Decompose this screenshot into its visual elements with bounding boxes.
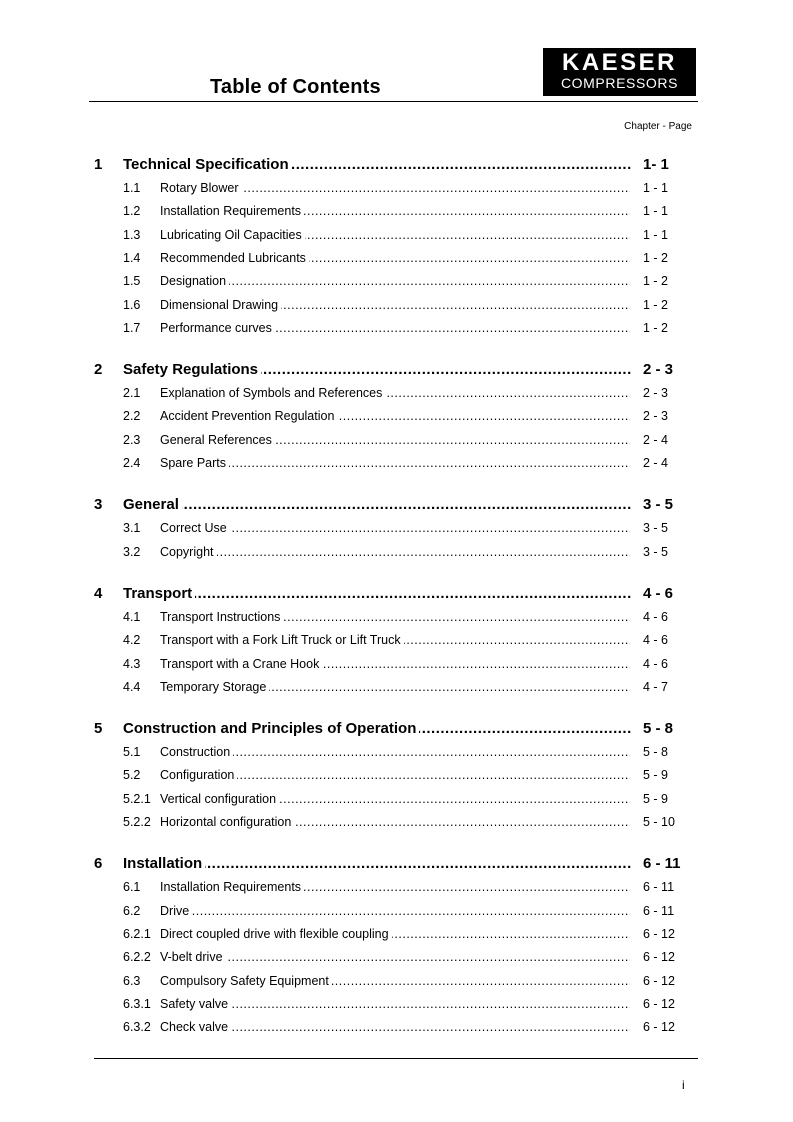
toc-entry-page: 1 - 2 (643, 250, 669, 265)
toc-entry-title (160, 745, 630, 759)
toc-chapter-row[interactable] (0, 720, 793, 738)
toc-section-row[interactable] (0, 521, 793, 539)
toc-entry-title (160, 657, 630, 671)
toc-entry-title-text: Explanation of Symbols and References (160, 386, 385, 400)
toc-entry-title-text: Compulsory Safety Equipment (160, 974, 332, 988)
page-title: Table of Contents (210, 76, 381, 98)
toc-section-row[interactable] (0, 815, 793, 833)
toc-section-row[interactable] (0, 610, 793, 628)
toc-entry-page: 2 - 4 (643, 432, 669, 447)
toc-entry-title (160, 792, 630, 806)
chapter-page-label: Chapter - Page (624, 121, 692, 132)
toc-entry-title (160, 610, 630, 624)
toc-entry-number: 4.2 (123, 633, 141, 648)
toc-entry-title (160, 251, 630, 265)
toc-entry-title-text: Check valve (160, 1020, 231, 1034)
toc-chapter-row[interactable] (0, 585, 793, 603)
toc-entry-number: 2.3 (123, 432, 141, 447)
toc-entry-title-text: Transport (123, 585, 195, 602)
toc-section-row[interactable] (0, 927, 793, 945)
toc-entry-title-text: Temporary Storage (160, 680, 269, 694)
toc-entry-title-text: Correct Use (160, 521, 230, 535)
toc-entry-title (160, 545, 630, 559)
toc-entry-title-text: Installation (123, 855, 205, 872)
toc-entry-page: 4 - 6 (643, 656, 669, 671)
toc-section-row[interactable] (0, 251, 793, 269)
toc-entry-page: 4 - 7 (643, 679, 669, 694)
toc-entry-title (160, 950, 630, 964)
toc-entry-page: 2 - 3 (643, 386, 669, 401)
toc-entry-title-text: Transport with a Fork Lift Truck or Lift Truck (160, 633, 404, 647)
toc-entry-title (160, 386, 630, 400)
toc-entry-page: 5 - 8 (643, 720, 674, 738)
toc-entry-title-text: Installation Requirements (160, 204, 304, 218)
toc-entry-title-text: Construction (160, 745, 233, 759)
toc-section-row[interactable] (0, 997, 793, 1015)
toc-section-row[interactable] (0, 298, 793, 316)
toc-entry-title-text: V-belt drive (160, 950, 226, 964)
toc-entry-page: 1 - 1 (643, 204, 669, 219)
page-number: i (682, 1078, 685, 1092)
toc-section-row[interactable] (0, 633, 793, 651)
toc-entry-number: 6.2.1 (123, 926, 151, 941)
toc-entry-page: 6 - 11 (643, 903, 675, 918)
toc-entry-number: 6.1 (123, 880, 141, 895)
toc-entry-title-text: Safety Regulations (123, 361, 261, 378)
toc-entry-number: 2 (94, 361, 103, 379)
toc-entry-title-text: Technical Specification (123, 156, 292, 173)
toc-section-row[interactable] (0, 974, 793, 992)
toc-entry-page: 3 - 5 (643, 544, 669, 559)
toc-entry-page: 1 - 2 (643, 274, 669, 289)
toc-entry-title (160, 274, 630, 288)
toc-entry-title-text: Rotary Blower (160, 181, 242, 195)
toc-section-row[interactable] (0, 950, 793, 968)
toc-entry-number: 1.4 (123, 250, 141, 265)
toc-entry-page: 3 - 5 (643, 521, 669, 536)
toc-chapter-row[interactable] (0, 156, 793, 174)
toc-entry-title-text: Spare Parts (160, 456, 229, 470)
toc-entry-number: 4.3 (123, 656, 141, 671)
toc-entry-number: 6.3.2 (123, 1020, 151, 1035)
footer-divider (94, 1058, 698, 1059)
toc-entry-title (160, 409, 630, 423)
toc-entry-title (160, 997, 630, 1011)
toc-entry-number: 1.5 (123, 274, 141, 289)
toc-entry-page: 1 - 1 (643, 181, 669, 195)
toc-entry-title-text: Vertical configuration (160, 792, 279, 806)
toc-section-row[interactable] (0, 792, 793, 810)
toc-entry-title (160, 433, 630, 447)
toc-entry-title-text: Horizontal configuration (160, 815, 294, 829)
toc-entry-number: 6.3 (123, 973, 141, 988)
header-divider (89, 101, 698, 102)
toc-entry-title (160, 927, 630, 941)
toc-section-row[interactable] (0, 433, 793, 451)
toc-entry-title-text: Recommended Lubricants (160, 251, 309, 265)
toc-entry-title (123, 720, 632, 737)
toc-entry-title-text: Designation (160, 274, 229, 288)
toc-entry-number: 3.2 (123, 544, 141, 559)
toc-entry-title (160, 204, 630, 218)
toc-entry-page: 3 - 5 (643, 496, 674, 514)
toc-chapter-row[interactable] (0, 361, 793, 379)
toc-entry-title (160, 904, 630, 918)
toc-entry-title-text: Direct coupled drive with flexible coupling (160, 927, 392, 941)
toc-entry-page: 6 - 11 (643, 880, 675, 895)
toc-entry-title (123, 156, 632, 173)
toc-entry-title-text: Copyright (160, 545, 217, 559)
toc-entry-page: 4 - 6 (643, 609, 669, 624)
toc-entry-title (123, 855, 632, 872)
toc-entry-page: 5 - 9 (643, 791, 669, 806)
toc-entry-number: 5.2 (123, 768, 141, 783)
toc-section-row[interactable] (0, 181, 793, 199)
toc-entry-number: 4.1 (123, 609, 141, 624)
toc-entry-number: 4 (94, 584, 103, 602)
toc-section-row[interactable] (0, 680, 793, 698)
toc-entry-number: 1 (94, 156, 103, 173)
toc-entry-page: 2 - 4 (643, 456, 669, 470)
toc-entry-title (123, 361, 632, 378)
toc-entry-page: 2 - 3 (643, 409, 669, 424)
toc-entry-number: 1.6 (123, 297, 141, 312)
toc-section-row[interactable] (0, 409, 793, 427)
toc-entry-page: 1 - 2 (643, 297, 669, 312)
toc-entry-title (160, 768, 630, 782)
toc-entry-number: 6.3.1 (123, 996, 151, 1011)
toc-entry-number: 6.2 (123, 903, 141, 918)
toc-entry-page: 4 - 6 (643, 584, 674, 602)
toc-entry-title-text: Dimensional Drawing (160, 298, 281, 312)
toc-entry-page: 1 - 1 (643, 227, 669, 242)
toc-section-row[interactable] (0, 204, 793, 222)
toc-entry-title-text: Configuration (160, 768, 237, 782)
toc-entry-number: 6 (94, 855, 103, 873)
toc-entry-number: 1.2 (123, 204, 141, 219)
toc-section-row[interactable] (0, 386, 793, 404)
toc-section-row[interactable] (0, 768, 793, 786)
toc-section-row[interactable] (0, 228, 793, 246)
toc-entry-title-text: Accident Prevention Regulation (160, 409, 337, 423)
toc-entry-title (160, 815, 630, 829)
toc-entry-page: 6 - 12 (643, 1020, 675, 1035)
toc-entry-title (160, 633, 630, 647)
toc-entry-title-text: Transport with a Crane Hook (160, 657, 322, 671)
toc-entry-number: 1.7 (123, 320, 141, 335)
toc-entry-number: 4.4 (123, 679, 141, 694)
toc-entry-title (123, 585, 632, 602)
toc-entry-number: 5.1 (123, 745, 141, 760)
toc-entry-page: 1- 1 (643, 156, 669, 173)
logo-main-text: KAESER (561, 49, 678, 76)
toc-entry-title-text: Safety valve (160, 997, 231, 1011)
toc-entry-page: 6 - 12 (643, 926, 675, 941)
toc-entry-title (160, 321, 630, 335)
toc-entry-number: 5.2.2 (123, 815, 151, 829)
toc-entry-title-text: Construction and Principles of Operation (123, 720, 419, 737)
toc-entry-page: 2 - 3 (643, 361, 674, 379)
toc-entry-title-text: Installation Requirements (160, 880, 304, 894)
toc-entry-title-text: General References (160, 433, 275, 447)
toc-entry-page: 6 - 11 (643, 855, 681, 873)
toc-entry-number: 3.1 (123, 521, 141, 536)
toc-entry-title (160, 880, 630, 894)
toc-entry-title-text: Lubricating Oil Capacities (160, 228, 305, 242)
toc-entry-number: 2.1 (123, 386, 141, 401)
toc-section-row[interactable] (0, 657, 793, 675)
toc-entry-page: 6 - 12 (643, 950, 675, 965)
toc-entry-title (160, 181, 630, 195)
toc-entry-number: 2.2 (123, 409, 141, 424)
toc-entry-number: 1.1 (123, 181, 141, 195)
toc-entry-number: 5 (94, 720, 103, 738)
toc-entry-page: 5 - 9 (643, 768, 669, 783)
toc-entry-page: 1 - 2 (643, 320, 669, 335)
toc-entry-title (160, 1020, 630, 1034)
toc-section-row[interactable] (0, 904, 793, 922)
toc-entry-number: 3 (94, 496, 103, 514)
toc-entry-title (160, 974, 630, 988)
toc-chapter-row[interactable] (0, 496, 793, 514)
toc-entry-title (160, 298, 630, 312)
toc-entry-title (160, 521, 630, 535)
toc-section-row[interactable] (0, 545, 793, 563)
toc-section-row[interactable] (0, 456, 793, 474)
toc-entry-title-text: General (123, 496, 182, 513)
toc-section-row[interactable] (0, 321, 793, 339)
toc-entry-number: 5.2.1 (123, 791, 151, 806)
toc-entry-number: 2.4 (123, 456, 141, 470)
toc-entry-page: 5 - 10 (643, 815, 675, 829)
toc-entry-number: 6.2.2 (123, 950, 151, 965)
toc-chapter-row[interactable] (0, 855, 793, 873)
toc-entry-page: 5 - 8 (643, 745, 669, 760)
toc-section-row[interactable] (0, 1020, 793, 1038)
toc-section-row[interactable] (0, 274, 793, 292)
toc-entry-title-text: Drive (160, 904, 192, 918)
toc-entry-page: 4 - 6 (643, 633, 669, 648)
toc-entry-title (160, 680, 630, 694)
toc-entry-title (160, 228, 630, 242)
toc-section-row[interactable] (0, 745, 793, 763)
toc-entry-page: 6 - 12 (643, 973, 675, 988)
toc-entry-page: 6 - 12 (643, 996, 675, 1011)
toc-entry-number: 1.3 (123, 227, 141, 242)
logo-sub-text: COMPRESSORS (560, 75, 679, 91)
toc-section-row[interactable] (0, 880, 793, 898)
toc-entry-title-text: Performance curves (160, 321, 275, 335)
kaeser-logo (543, 48, 696, 96)
toc-entry-title (160, 456, 630, 470)
toc-entry-title-text: Transport Instructions (160, 610, 283, 624)
toc-entry-title (123, 496, 632, 513)
